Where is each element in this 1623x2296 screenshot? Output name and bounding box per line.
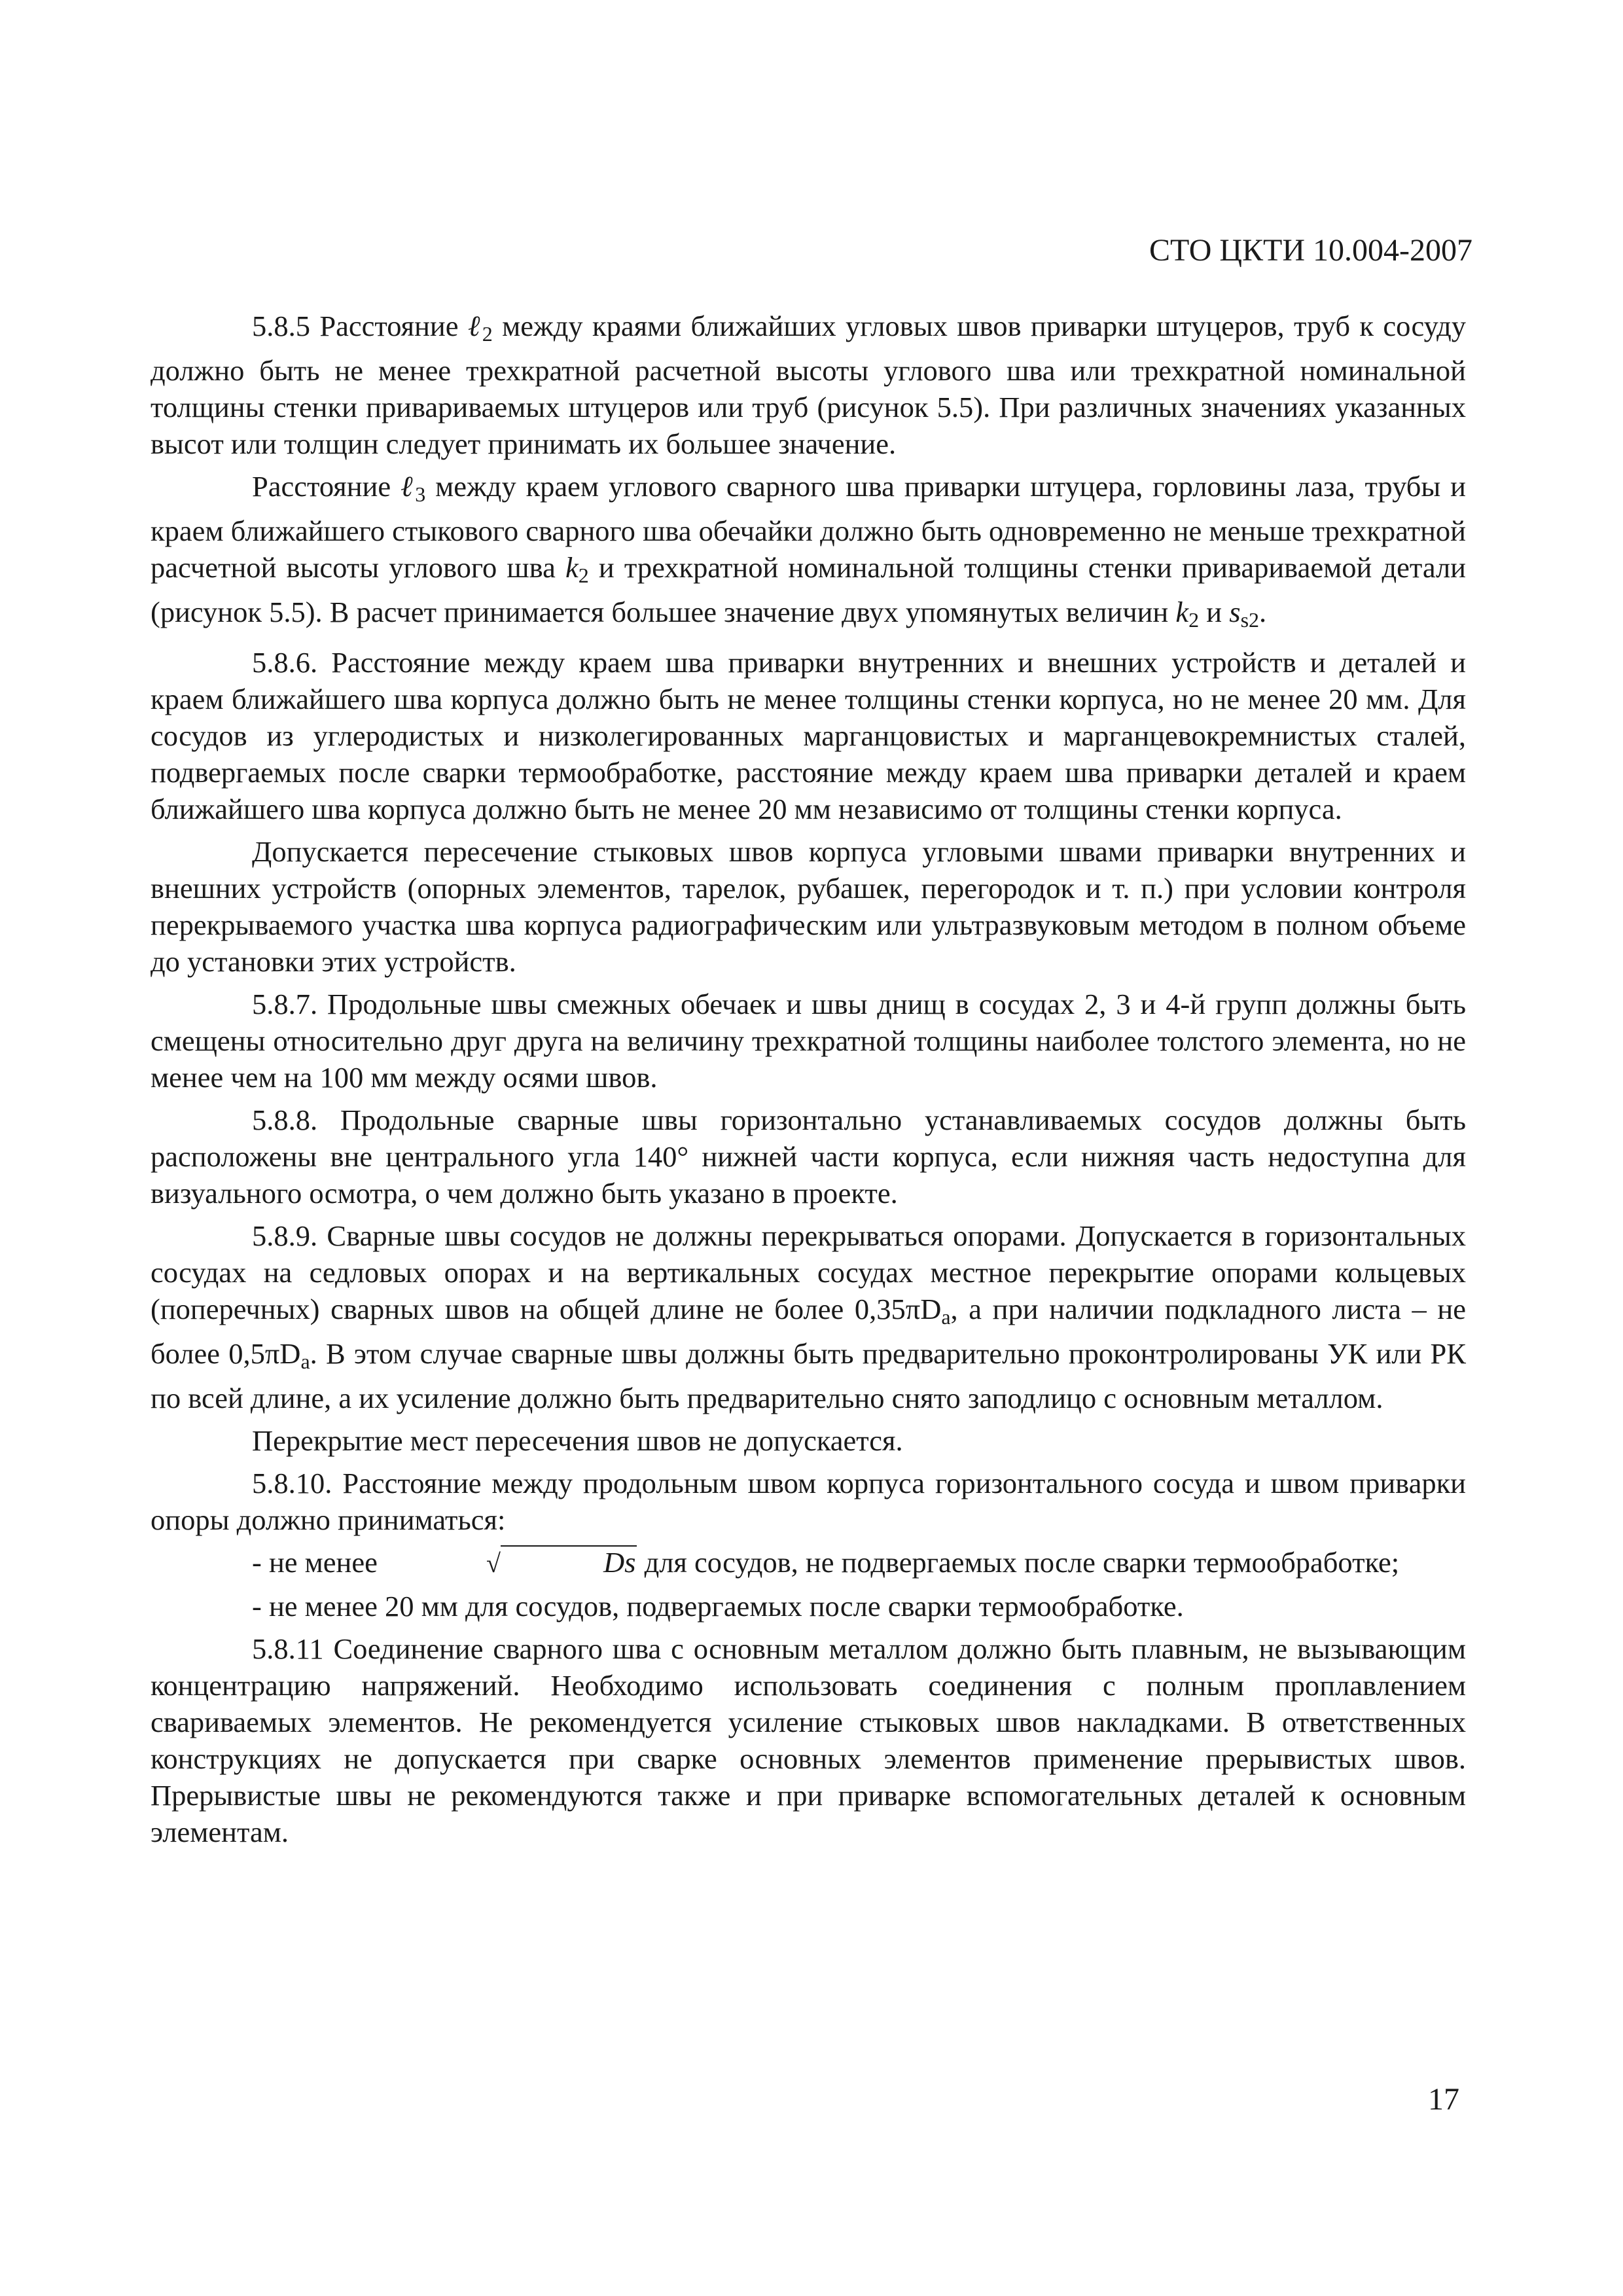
subscript: s2	[1240, 608, 1260, 632]
subscript: 2	[578, 564, 589, 587]
text-run: 5.8.9. Сварные швы сосудов не должны перекрываться опорами. Допускается в горизонтальных сосудах на седловых опорах и на вертикальных сосудах местное перекрытие опорами кольцевых (поперечных) сварных швов на общей длине не более 0,35πD	[151, 1219, 1466, 1325]
paragraph-p5811	[151, 1630, 1466, 1850]
sqrt-expression	[385, 1546, 637, 1579]
text-run: 5.8.8. Продольные сварные швы горизонтально устанавливаемых сосудов должны быть расположены вне центрального угла 140° нижней части корпуса, если нижняя часть недоступна для визуального осмотра, о чем должно быть указано в проекте.	[151, 1103, 1466, 1210]
document-body	[151, 308, 1466, 1856]
document-code-header: СТО ЦКТИ 10.004-2007	[1149, 233, 1472, 268]
text-run: 5.8.7. Продольные швы смежных обечаек и швы днищ в сосудах 2, 3 и 4-й групп должны быть смещены относительно друг друга на величину трехкратной толщины наиболее толстого элемента, но не менее чем на 100 мм между осями швов.	[151, 988, 1466, 1094]
text-run: 5.8.5 Расстояние	[252, 310, 468, 342]
math-symbol: s	[1229, 596, 1241, 628]
subscript: 2	[482, 322, 493, 346]
math-symbol: ℓ	[400, 470, 416, 503]
paragraph-p587	[151, 986, 1466, 1096]
subscript: a	[300, 1350, 310, 1373]
text-run: между краем углового сварного шва приварки штуцера, горловины лаза, трубы и краем ближайшего стыкового сварного шва обечайки должно быть одновременно не меньше трехкратной расчетной высоты углового шва	[151, 470, 1466, 584]
text-run: Расстояние	[252, 470, 401, 503]
math-symbol: ℓ	[467, 310, 482, 342]
text-run: - не менее 20 мм для сосудов, подвергаемых после сварки термообработке.	[252, 1590, 1184, 1623]
text-run: между краями ближайших угловых швов приварки штуцеров, труб к сосуду должно быть не менее трехкратной расчетной высоты углового шва или трехкратной номинальной толщины стенки привариваемых штуцеров или труб (рисунок 5.5). При различных значениях указанных высот или толщин следует принимать их большее значение.	[151, 310, 1466, 460]
text-run: , а при наличии подкладного листа – не более 0,5πD	[151, 1293, 1466, 1370]
text-run: 5.8.11 Соединение сварного шва с основным металлом должно быть плавным, не вызывающим концентрацию напряжений. Необходимо использовать соединения с полным проплавлением свариваемых элементов. Не рекомендуется усиление стыковых швов накладками. В ответственных конструкциях не допускается при сварке основных элементов применение прерывистых швов. Прерывистые швы не рекомендуются также и при приварке вспомогательных деталей к основным элементам.	[151, 1632, 1466, 1848]
paragraph-p588	[151, 1102, 1466, 1211]
radicand: Ds	[501, 1545, 637, 1579]
page-number: 17	[1428, 2082, 1459, 2117]
math-symbol: k	[1175, 596, 1189, 628]
subscript: 2	[1188, 608, 1200, 632]
text-run: и трехкратной номинальной толщины стенки привариваемой детали (рисунок 5.5). В расчет принимается большее значение двух упомянутых величин	[151, 551, 1466, 628]
math-symbol: k	[565, 551, 579, 584]
radical-sign: √	[486, 1549, 501, 1578]
subscript: a	[941, 1305, 951, 1329]
paragraph-p585a	[151, 308, 1466, 462]
text-run: 5.8.6. Расстояние между краем шва приварки внутренних и внешних устройств и деталей и краем ближайшего шва корпуса должно быть не менее толщины стенки корпуса, но не менее 20 мм. Для сосудов из углеродистых и низколегированных марганцовистых и марганцевокремнистых сталей, подвергаемых после сварки термообработке, расстояние между краем шва приварки деталей и краем ближайшего шва корпуса должно быть не менее 20 мм независимо от толщины стенки корпуса.	[151, 646, 1466, 825]
paragraph-p586b	[151, 833, 1466, 980]
paragraph-p585b	[151, 468, 1466, 638]
text-run: . В этом случае сварные швы должны быть предварительно проконтролированы УК или РК по всей длине, а их усиление должно быть предварительно снято заподлицо с основным металлом.	[151, 1337, 1466, 1414]
paragraph-p589b	[151, 1422, 1466, 1459]
text-run: Перекрытие мест пересечения швов не допускается.	[252, 1424, 903, 1457]
text-run: для сосудов, не подвергаемых после сварки термообработке;	[637, 1546, 1400, 1579]
paragraph-li2	[151, 1588, 1466, 1624]
paragraph-p586	[151, 644, 1466, 827]
text-run: - не менее	[252, 1546, 385, 1579]
text-run: и	[1199, 596, 1230, 628]
paragraph-p5810	[151, 1465, 1466, 1538]
paragraph-p589	[151, 1217, 1466, 1416]
text-run: Допускается пересечение стыковых швов корпуса угловыми швами приварки внутренних и внешних устройств (опорных элементов, тарелок, рубашек, перегородок и т. п.) при условии контроля перекрываемого участка шва корпуса радиографическим или ультразвуковым методом в полном объеме до установки этих устройств.	[151, 835, 1466, 978]
paragraph-li1	[151, 1544, 1466, 1582]
text-run: 5.8.10. Расстояние между продольным швом корпуса горизонтального сосуда и швом приварки опоры должно приниматься:	[151, 1467, 1466, 1536]
subscript: 3	[415, 482, 426, 506]
text-run: .	[1259, 596, 1267, 628]
